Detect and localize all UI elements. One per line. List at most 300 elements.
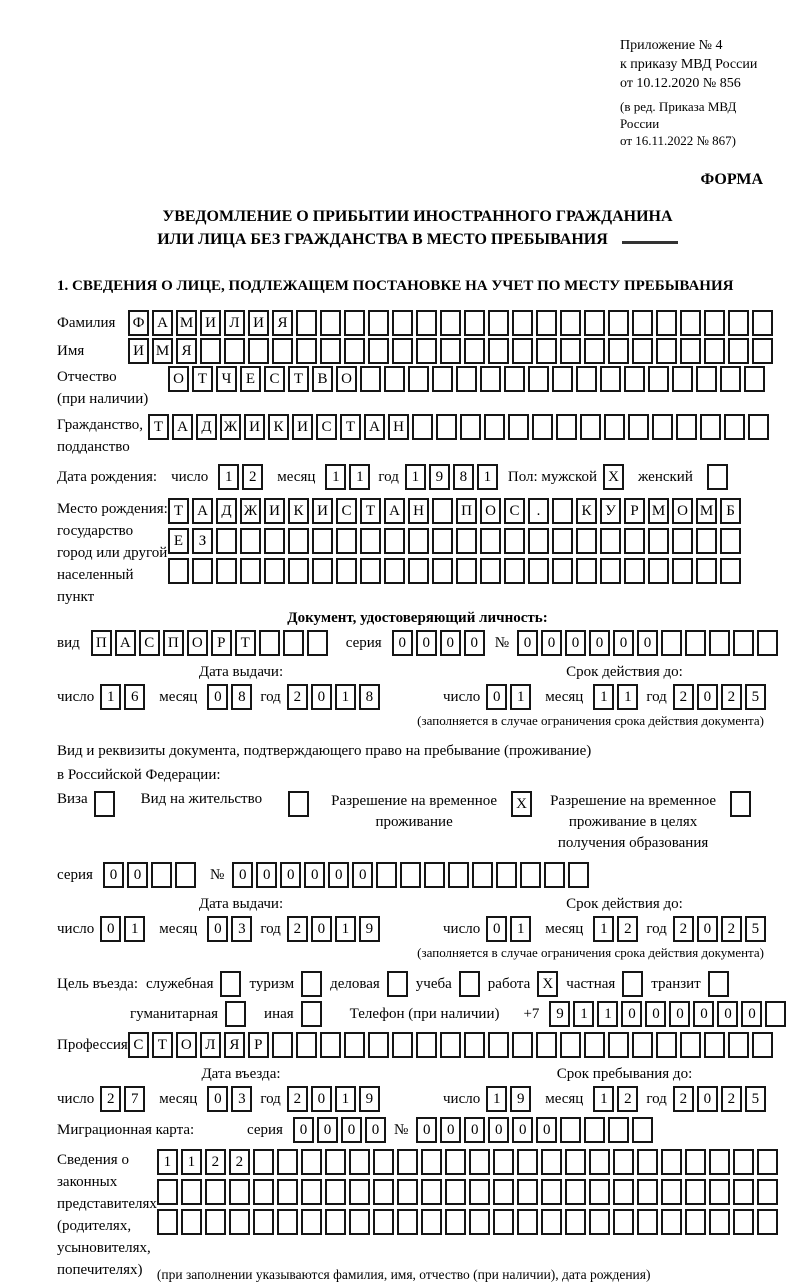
- char-cell[interactable]: 1: [325, 464, 346, 490]
- char-cell[interactable]: И: [312, 498, 333, 524]
- char-cell[interactable]: [259, 630, 280, 656]
- sex-male-checkbox[interactable]: X: [603, 464, 624, 490]
- char-cell[interactable]: 0: [392, 630, 413, 656]
- char-cell[interactable]: 0: [365, 1117, 386, 1143]
- char-cell[interactable]: [325, 1149, 346, 1175]
- char-cell[interactable]: Я: [224, 1032, 245, 1058]
- char-cell[interactable]: [696, 366, 717, 392]
- char-cell[interactable]: [637, 1179, 658, 1205]
- char-cell[interactable]: [757, 1209, 778, 1235]
- sex-female-checkbox[interactable]: [707, 464, 728, 490]
- char-cell[interactable]: [661, 630, 682, 656]
- char-cell[interactable]: [384, 366, 405, 392]
- char-cell[interactable]: С: [139, 630, 160, 656]
- char-cell[interactable]: [624, 558, 645, 584]
- purpose-other-checkbox[interactable]: [301, 1001, 322, 1027]
- char-cell[interactable]: [580, 414, 601, 440]
- char-cell[interactable]: [157, 1179, 178, 1205]
- char-cell[interactable]: 1: [573, 1001, 594, 1027]
- char-cell[interactable]: [528, 528, 549, 554]
- char-cell[interactable]: [728, 1032, 749, 1058]
- char-cell[interactable]: 2: [287, 916, 308, 942]
- char-cell[interactable]: [728, 338, 749, 364]
- char-cell[interactable]: [416, 1032, 437, 1058]
- char-cell[interactable]: 1: [593, 916, 614, 942]
- char-cell[interactable]: [632, 310, 653, 336]
- char-cell[interactable]: [752, 310, 773, 336]
- purpose-humanitarian-checkbox[interactable]: [225, 1001, 246, 1027]
- char-cell[interactable]: П: [456, 498, 477, 524]
- char-cell[interactable]: [576, 366, 597, 392]
- char-cell[interactable]: [277, 1149, 298, 1175]
- char-cell[interactable]: [456, 558, 477, 584]
- purpose-work-checkbox[interactable]: X: [537, 971, 558, 997]
- char-cell[interactable]: [632, 1117, 653, 1143]
- char-cell[interactable]: [589, 1149, 610, 1175]
- char-cell[interactable]: [440, 310, 461, 336]
- char-cell[interactable]: [301, 1209, 322, 1235]
- char-cell[interactable]: [520, 862, 541, 888]
- char-cell[interactable]: [408, 558, 429, 584]
- char-cell[interactable]: 2: [205, 1149, 226, 1175]
- char-cell[interactable]: Р: [211, 630, 232, 656]
- char-cell[interactable]: [576, 528, 597, 554]
- char-cell[interactable]: [552, 498, 573, 524]
- char-cell[interactable]: [229, 1209, 250, 1235]
- char-cell[interactable]: [541, 1209, 562, 1235]
- char-cell[interactable]: П: [163, 630, 184, 656]
- char-cell[interactable]: [493, 1149, 514, 1175]
- char-cell[interactable]: [565, 1179, 586, 1205]
- char-cell[interactable]: [277, 1179, 298, 1205]
- char-cell[interactable]: Ж: [240, 498, 261, 524]
- char-cell[interactable]: [565, 1209, 586, 1235]
- char-cell[interactable]: А: [152, 310, 173, 336]
- char-cell[interactable]: [397, 1209, 418, 1235]
- char-cell[interactable]: [757, 1149, 778, 1175]
- char-cell[interactable]: 0: [311, 684, 332, 710]
- char-cell[interactable]: [288, 558, 309, 584]
- char-cell[interactable]: [432, 366, 453, 392]
- char-cell[interactable]: [397, 1179, 418, 1205]
- char-cell[interactable]: 0: [541, 630, 562, 656]
- char-cell[interactable]: 9: [429, 464, 450, 490]
- char-cell[interactable]: [484, 414, 505, 440]
- char-cell[interactable]: [392, 310, 413, 336]
- char-cell[interactable]: [600, 558, 621, 584]
- char-cell[interactable]: У: [600, 498, 621, 524]
- char-cell[interactable]: [432, 498, 453, 524]
- char-cell[interactable]: [205, 1179, 226, 1205]
- char-cell[interactable]: [349, 1149, 370, 1175]
- char-cell[interactable]: [288, 528, 309, 554]
- char-cell[interactable]: 9: [359, 1086, 380, 1112]
- char-cell[interactable]: [748, 414, 769, 440]
- char-cell[interactable]: [565, 1149, 586, 1175]
- char-cell[interactable]: [504, 528, 525, 554]
- char-cell[interactable]: [368, 310, 389, 336]
- char-cell[interactable]: [552, 528, 573, 554]
- char-cell[interactable]: [181, 1209, 202, 1235]
- char-cell[interactable]: [757, 1179, 778, 1205]
- char-cell[interactable]: Т: [235, 630, 256, 656]
- char-cell[interactable]: [517, 1179, 538, 1205]
- char-cell[interactable]: 1: [335, 684, 356, 710]
- char-cell[interactable]: [508, 414, 529, 440]
- char-cell[interactable]: [560, 310, 581, 336]
- char-cell[interactable]: [528, 558, 549, 584]
- char-cell[interactable]: [312, 558, 333, 584]
- char-cell[interactable]: 0: [741, 1001, 762, 1027]
- char-cell[interactable]: Д: [216, 498, 237, 524]
- char-cell[interactable]: [685, 630, 706, 656]
- char-cell[interactable]: Т: [340, 414, 361, 440]
- char-cell[interactable]: 0: [717, 1001, 738, 1027]
- char-cell[interactable]: 5: [745, 684, 766, 710]
- char-cell[interactable]: И: [248, 310, 269, 336]
- char-cell[interactable]: [412, 414, 433, 440]
- char-cell[interactable]: [464, 338, 485, 364]
- char-cell[interactable]: [360, 558, 381, 584]
- char-cell[interactable]: П: [91, 630, 112, 656]
- char-cell[interactable]: [709, 1209, 730, 1235]
- char-cell[interactable]: Е: [240, 366, 261, 392]
- char-cell[interactable]: [685, 1179, 706, 1205]
- char-cell[interactable]: [556, 414, 577, 440]
- char-cell[interactable]: 0: [517, 630, 538, 656]
- char-cell[interactable]: 1: [405, 464, 426, 490]
- char-cell[interactable]: 5: [745, 1086, 766, 1112]
- char-cell[interactable]: [560, 1032, 581, 1058]
- char-cell[interactable]: [589, 1179, 610, 1205]
- char-cell[interactable]: 1: [181, 1149, 202, 1175]
- char-cell[interactable]: [456, 528, 477, 554]
- char-cell[interactable]: В: [312, 366, 333, 392]
- char-cell[interactable]: [752, 338, 773, 364]
- char-cell[interactable]: 0: [669, 1001, 690, 1027]
- char-cell[interactable]: И: [128, 338, 149, 364]
- char-cell[interactable]: [648, 366, 669, 392]
- char-cell[interactable]: [700, 414, 721, 440]
- char-cell[interactable]: [488, 338, 509, 364]
- char-cell[interactable]: [680, 1032, 701, 1058]
- char-cell[interactable]: [296, 310, 317, 336]
- edu-permit-checkbox[interactable]: [730, 791, 751, 817]
- char-cell[interactable]: [552, 558, 573, 584]
- char-cell[interactable]: [368, 1032, 389, 1058]
- char-cell[interactable]: [544, 862, 565, 888]
- char-cell[interactable]: 0: [341, 1117, 362, 1143]
- char-cell[interactable]: 0: [637, 630, 658, 656]
- char-cell[interactable]: О: [176, 1032, 197, 1058]
- purpose-study-checkbox[interactable]: [459, 971, 480, 997]
- char-cell[interactable]: [532, 414, 553, 440]
- char-cell[interactable]: С: [504, 498, 525, 524]
- char-cell[interactable]: [656, 338, 677, 364]
- purpose-transit-checkbox[interactable]: [708, 971, 729, 997]
- char-cell[interactable]: [192, 558, 213, 584]
- char-cell[interactable]: [397, 1149, 418, 1175]
- char-cell[interactable]: 0: [304, 862, 325, 888]
- char-cell[interactable]: 2: [229, 1149, 250, 1175]
- char-cell[interactable]: 0: [311, 916, 332, 942]
- char-cell[interactable]: [504, 558, 525, 584]
- char-cell[interactable]: И: [200, 310, 221, 336]
- char-cell[interactable]: [421, 1149, 442, 1175]
- char-cell[interactable]: [368, 338, 389, 364]
- char-cell[interactable]: 0: [697, 916, 718, 942]
- residence-permit-checkbox[interactable]: [288, 791, 309, 817]
- char-cell[interactable]: [384, 528, 405, 554]
- char-cell[interactable]: [672, 528, 693, 554]
- char-cell[interactable]: А: [384, 498, 405, 524]
- char-cell[interactable]: С: [128, 1032, 149, 1058]
- char-cell[interactable]: 2: [721, 684, 742, 710]
- char-cell[interactable]: 0: [416, 1117, 437, 1143]
- char-cell[interactable]: 1: [124, 916, 145, 942]
- char-cell[interactable]: 7: [124, 1086, 145, 1112]
- char-cell[interactable]: 1: [100, 684, 121, 710]
- char-cell[interactable]: 1: [477, 464, 498, 490]
- char-cell[interactable]: [752, 1032, 773, 1058]
- char-cell[interactable]: К: [576, 498, 597, 524]
- char-cell[interactable]: 8: [453, 464, 474, 490]
- char-cell[interactable]: 1: [593, 1086, 614, 1112]
- char-cell[interactable]: [157, 1209, 178, 1235]
- char-cell[interactable]: [264, 558, 285, 584]
- char-cell[interactable]: [320, 310, 341, 336]
- char-cell[interactable]: 9: [359, 916, 380, 942]
- char-cell[interactable]: [469, 1149, 490, 1175]
- char-cell[interactable]: Т: [152, 1032, 173, 1058]
- char-cell[interactable]: 2: [673, 684, 694, 710]
- char-cell[interactable]: [416, 310, 437, 336]
- char-cell[interactable]: [720, 558, 741, 584]
- char-cell[interactable]: 0: [645, 1001, 666, 1027]
- char-cell[interactable]: 0: [464, 1117, 485, 1143]
- char-cell[interactable]: 0: [697, 1086, 718, 1112]
- char-cell[interactable]: [624, 366, 645, 392]
- char-cell[interactable]: [685, 1149, 706, 1175]
- purpose-official-checkbox[interactable]: [220, 971, 241, 997]
- char-cell[interactable]: [604, 414, 625, 440]
- char-cell[interactable]: 2: [287, 1086, 308, 1112]
- char-cell[interactable]: [600, 528, 621, 554]
- char-cell[interactable]: [456, 366, 477, 392]
- char-cell[interactable]: [445, 1149, 466, 1175]
- char-cell[interactable]: А: [115, 630, 136, 656]
- char-cell[interactable]: 0: [293, 1117, 314, 1143]
- char-cell[interactable]: 1: [510, 916, 531, 942]
- char-cell[interactable]: [253, 1209, 274, 1235]
- char-cell[interactable]: 0: [621, 1001, 642, 1027]
- char-cell[interactable]: [416, 338, 437, 364]
- char-cell[interactable]: 0: [486, 684, 507, 710]
- char-cell[interactable]: [181, 1179, 202, 1205]
- char-cell[interactable]: [637, 1209, 658, 1235]
- char-cell[interactable]: [264, 528, 285, 554]
- char-cell[interactable]: [560, 338, 581, 364]
- char-cell[interactable]: Ж: [220, 414, 241, 440]
- char-cell[interactable]: 2: [100, 1086, 121, 1112]
- char-cell[interactable]: [469, 1209, 490, 1235]
- char-cell[interactable]: [336, 528, 357, 554]
- char-cell[interactable]: [373, 1179, 394, 1205]
- char-cell[interactable]: [696, 528, 717, 554]
- char-cell[interactable]: [608, 338, 629, 364]
- char-cell[interactable]: 1: [335, 916, 356, 942]
- char-cell[interactable]: [757, 630, 778, 656]
- char-cell[interactable]: [632, 1032, 653, 1058]
- char-cell[interactable]: 9: [510, 1086, 531, 1112]
- char-cell[interactable]: [432, 528, 453, 554]
- char-cell[interactable]: 0: [328, 862, 349, 888]
- char-cell[interactable]: [325, 1179, 346, 1205]
- char-cell[interactable]: 2: [673, 1086, 694, 1112]
- char-cell[interactable]: [584, 338, 605, 364]
- char-cell[interactable]: Т: [168, 498, 189, 524]
- char-cell[interactable]: [608, 1117, 629, 1143]
- char-cell[interactable]: 0: [693, 1001, 714, 1027]
- char-cell[interactable]: 0: [127, 862, 148, 888]
- char-cell[interactable]: [408, 528, 429, 554]
- char-cell[interactable]: [528, 366, 549, 392]
- char-cell[interactable]: [541, 1179, 562, 1205]
- char-cell[interactable]: [320, 1032, 341, 1058]
- char-cell[interactable]: [464, 310, 485, 336]
- char-cell[interactable]: [661, 1179, 682, 1205]
- char-cell[interactable]: [349, 1209, 370, 1235]
- char-cell[interactable]: [283, 630, 304, 656]
- char-cell[interactable]: 2: [617, 916, 638, 942]
- char-cell[interactable]: [493, 1179, 514, 1205]
- char-cell[interactable]: Б: [720, 498, 741, 524]
- char-cell[interactable]: [624, 528, 645, 554]
- char-cell[interactable]: [464, 1032, 485, 1058]
- char-cell[interactable]: [589, 1209, 610, 1235]
- char-cell[interactable]: [240, 558, 261, 584]
- char-cell[interactable]: [728, 310, 749, 336]
- char-cell[interactable]: [648, 528, 669, 554]
- char-cell[interactable]: 0: [416, 630, 437, 656]
- char-cell[interactable]: Я: [272, 310, 293, 336]
- char-cell[interactable]: 0: [536, 1117, 557, 1143]
- char-cell[interactable]: [656, 1032, 677, 1058]
- char-cell[interactable]: 2: [617, 1086, 638, 1112]
- char-cell[interactable]: Р: [624, 498, 645, 524]
- char-cell[interactable]: [336, 558, 357, 584]
- char-cell[interactable]: [600, 366, 621, 392]
- char-cell[interactable]: [349, 1179, 370, 1205]
- char-cell[interactable]: Т: [148, 414, 169, 440]
- char-cell[interactable]: 0: [565, 630, 586, 656]
- char-cell[interactable]: [765, 1001, 786, 1027]
- char-cell[interactable]: 1: [486, 1086, 507, 1112]
- char-cell[interactable]: З: [192, 528, 213, 554]
- char-cell[interactable]: [685, 1209, 706, 1235]
- char-cell[interactable]: [421, 1209, 442, 1235]
- char-cell[interactable]: 1: [335, 1086, 356, 1112]
- char-cell[interactable]: С: [316, 414, 337, 440]
- char-cell[interactable]: [536, 338, 557, 364]
- char-cell[interactable]: О: [168, 366, 189, 392]
- temp-permit-checkbox[interactable]: X: [511, 791, 532, 817]
- char-cell[interactable]: [175, 862, 196, 888]
- char-cell[interactable]: А: [172, 414, 193, 440]
- char-cell[interactable]: О: [480, 498, 501, 524]
- char-cell[interactable]: [216, 558, 237, 584]
- char-cell[interactable]: 0: [256, 862, 277, 888]
- char-cell[interactable]: Я: [176, 338, 197, 364]
- visa-checkbox[interactable]: [94, 791, 115, 817]
- char-cell[interactable]: [744, 366, 765, 392]
- char-cell[interactable]: [344, 310, 365, 336]
- char-cell[interactable]: [445, 1209, 466, 1235]
- char-cell[interactable]: 9: [549, 1001, 570, 1027]
- char-cell[interactable]: С: [336, 498, 357, 524]
- char-cell[interactable]: 0: [352, 862, 373, 888]
- char-cell[interactable]: [480, 558, 501, 584]
- char-cell[interactable]: [253, 1149, 274, 1175]
- char-cell[interactable]: 8: [359, 684, 380, 710]
- char-cell[interactable]: М: [152, 338, 173, 364]
- char-cell[interactable]: [720, 528, 741, 554]
- purpose-business-checkbox[interactable]: [387, 971, 408, 997]
- char-cell[interactable]: О: [336, 366, 357, 392]
- char-cell[interactable]: М: [176, 310, 197, 336]
- char-cell[interactable]: [637, 1149, 658, 1175]
- char-cell[interactable]: 0: [100, 916, 121, 942]
- char-cell[interactable]: [277, 1209, 298, 1235]
- char-cell[interactable]: [672, 366, 693, 392]
- char-cell[interactable]: О: [672, 498, 693, 524]
- char-cell[interactable]: [216, 528, 237, 554]
- char-cell[interactable]: 2: [242, 464, 263, 490]
- char-cell[interactable]: 2: [673, 916, 694, 942]
- char-cell[interactable]: [168, 558, 189, 584]
- char-cell[interactable]: М: [648, 498, 669, 524]
- char-cell[interactable]: [400, 862, 421, 888]
- char-cell[interactable]: [440, 1032, 461, 1058]
- char-cell[interactable]: [656, 310, 677, 336]
- char-cell[interactable]: [661, 1149, 682, 1175]
- char-cell[interactable]: [301, 1179, 322, 1205]
- char-cell[interactable]: Н: [388, 414, 409, 440]
- char-cell[interactable]: [628, 414, 649, 440]
- char-cell[interactable]: Н: [408, 498, 429, 524]
- char-cell[interactable]: [568, 862, 589, 888]
- char-cell[interactable]: Т: [192, 366, 213, 392]
- char-cell[interactable]: [648, 558, 669, 584]
- char-cell[interactable]: [632, 338, 653, 364]
- char-cell[interactable]: [432, 558, 453, 584]
- char-cell[interactable]: 0: [486, 916, 507, 942]
- char-cell[interactable]: [724, 414, 745, 440]
- char-cell[interactable]: 1: [617, 684, 638, 710]
- char-cell[interactable]: 0: [440, 1117, 461, 1143]
- char-cell[interactable]: 6: [124, 684, 145, 710]
- char-cell[interactable]: И: [264, 498, 285, 524]
- char-cell[interactable]: [344, 1032, 365, 1058]
- char-cell[interactable]: [613, 1149, 634, 1175]
- char-cell[interactable]: [436, 414, 457, 440]
- char-cell[interactable]: И: [244, 414, 265, 440]
- char-cell[interactable]: 2: [721, 916, 742, 942]
- char-cell[interactable]: 8: [231, 684, 252, 710]
- char-cell[interactable]: [709, 1149, 730, 1175]
- char-cell[interactable]: 0: [512, 1117, 533, 1143]
- char-cell[interactable]: 3: [231, 916, 252, 942]
